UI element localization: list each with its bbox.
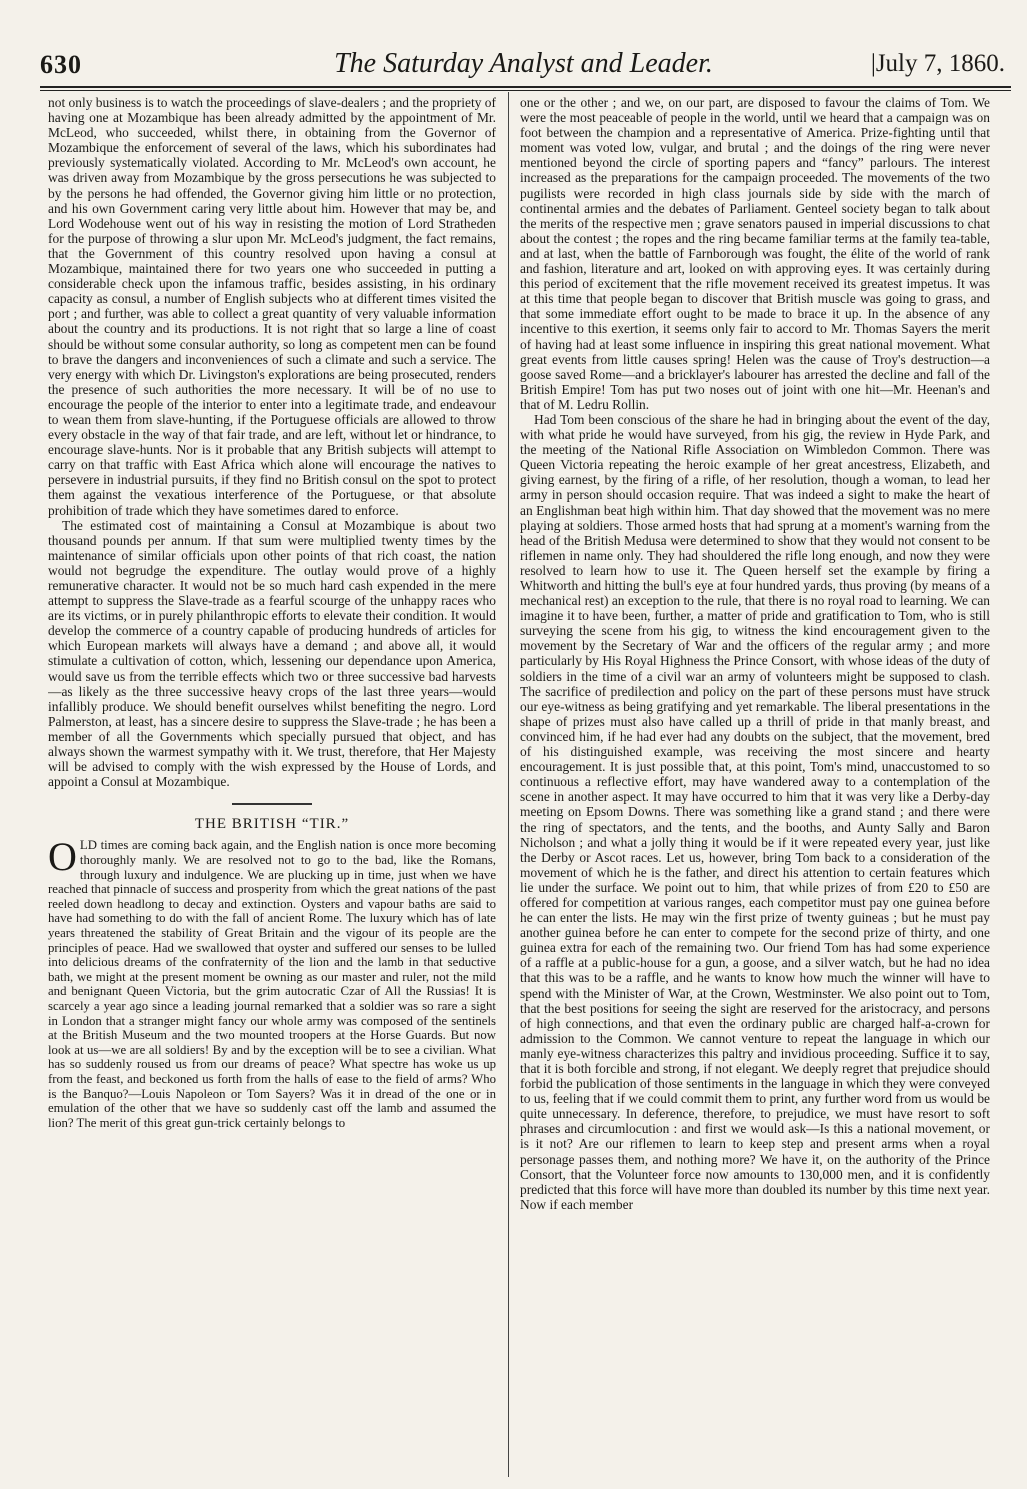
- drop-cap: O: [48, 834, 77, 880]
- page-number: 630: [40, 50, 82, 79]
- article2-right-paragraph-1: one or the other ; and we, on our part, are disposed to favour the claims of Tom. We were the most peaceable of people in the world, until we heard that a campaign was on foot between the champion and a representative of America. Prize-fighting until that moment was voted low, vulgar, and brutal ; and the doings of the ring were never mentioned beyond the circle of sporting papers and “fancy” parlours. The interest increased as the preparations for the campaign proceeded. The movements of the two pugilists were recorded in high class journals side by side with the march of continental armies and the debates of Parliament. Genteel society began to talk about the merits of the respective men ; grave senators paused in imperial discussions to chat about the contest ; the ropes and the ring became familiar terms at the family tea-table, and at last, when the battle of Farnborough was fought, the élite of the world of rank and fashion, literature and art, looked on with approving eyes. It was certainly during this period of excitement that the rifle movement received its greatest impetus. It was at this time that people began to discover that British muscle was going to grass, and that some immediate effort ought to be made to brace it up. In the absence of any incentive to this exertion, it seems only fair to accord to Mr. Thomas Sayers the merit of having had at least some influence in inspiring this great national movement. What great events from little causes spring! Helen was the cause of Troy's destruction—a goose saved Rome—and a bricklayer's labourer has arrested the decline and fall of the British Empire! Tom has put two noses out of joint with one hit—Mr. Heenan's and that of M. Ledru Rollin.: [520, 95, 990, 412]
- section-divider-rule: [232, 803, 312, 805]
- article2-opening: [48, 834, 496, 1130]
- masthead-title: The Saturday Analyst and Leader.: [334, 48, 713, 79]
- issue-date: |July 7, 1860.: [870, 50, 1005, 77]
- article2-right-paragraph-2: Had Tom been conscious of the share he had in bringing about the event of the day, with what pride he would have surveyed, from his gig, the review in Hyde Park, and the meeting of the National Rifle Association on Wimbledon Common. There was Queen Victoria repeating the heroic example of her great ancestress, Elizabeth, and giving earnest, by the firing of a rifle, of her resolution, though a woman, to lead her army in person should occasion require. That was indeed a sight to make the heart of an Englishman beat high within him. That day showed that the movement was no mere playing at soldiers. Those armed hosts that had sprung at a moment's warning from the head of the British Medusa were determined to show that they would not consent to be riflemen in name only. They had shouldered the rifle long enough, and now they were resolved to learn how to use it. The Queen herself set the example by firing a Whitworth and hitting the bull's eye at four hundred yards, thus proving (by means of a mechanical rest) an exception to the rule, that there is no royal road to learning. We can imagine it to have been, further, a matter of pride and gratification to Tom, who is still surveying the scene from his gig, to witness the kind encouragement given to the movement by the Secretary of War and the officers of the regular army ; and more particularly by His Royal Highness the Prince Consort, with whose ideas of the duty of soldiers in the time of a civil war an army of volunteers might be supposed to clash. The sacrifice of predilection and policy on the part of these persons must have struck our eye-witness as being gratifying and yet remarkable. The liberal presentations in the shape of prizes must also have called up a thrill of pride in that manly breast, and convinced him, if he had ever had any doubts on the subject, that the movement, bred of his distinguished example, was receiving the most sincere and hearty encouragement. It is just possible that, at this point, Tom's mind, unaccustomed to so continuous a reflective effort, may have wandered away to a contemplation of the scene in another aspect. It may have occurred to him that it was very like a Derby-day meeting on Epsom Downs. There was something like a grand stand ; and there were the ring of spectators, and the tents, and the booths, and Aunty Sally and Baron Nicholson ; and what a jolly thing it would be if it were repeated every year, just like the Derby or Ascot races. Let us, however, bring Tom back to a consideration of the movement of which he is the father, and direct his attention to certain features which lie under the surface. We point out to him, that while prizes of from £20 to £50 are offered for competition at various ranges, each competitor must pay one guinea before he can enter the lists. He may win the first prize of twenty guineas ; but he must pay another guinea before he can enter to compete for the second prize of thirty, and one guinea extra for each of the remaining two. Our friend Tom has had some experience of a raffle at a public-house for a gun, a goose, and a silver watch, but he had no idea that this was to be a raffle, and he wants to know how much the winner will have to spend with the Minister of War, at the Crown, Westminster. We also point out to Tom, that the best positions for seeing the sight are reserved for the aristocracy, and persons of high connections, and that even the ordinary public are charged half-a-crown for admission to the Common. We cannot venture to repeat the language in which our manly eye-witness characterizes this paltry and invidious proceeding. Suffice it to say, that it is both forcible and strong, if not elegant. We deeply regret that prejudice should forbid the publication of those sentiments in the language in which they were conveyed to us, feeling that if we could commit them to print, any further word from us would be quite unnecessary. In deference, therefore, to prejudice, we must have resort to soft phrases and circumlocution : and first we would ask—Is this a national movement, or is it not? Are our riflemen to learn to keep step and present arms when a royal personage passes them, and nothing more? We have it, on the authority of the Prince Consort, that the Volunteer force now amounts to 130,000 men, and it is confidently predicted that this force will have more than doubled its number by this time next year. Now if each member: [520, 411, 990, 1212]
- left-column: [48, 95, 496, 1480]
- column-divider: [508, 92, 509, 1477]
- article1-paragraph-2: The estimated cost of maintaining a Consul at Mozambique is about two thousand pounds per annum. If that sum were multiplied twenty times by the maintenance of similar officials upon other points of that rich coast, the nation would not begrudge the expenditure. The outlay would prove of a highly remunerative character. It would not be so much hard cash expended in the mere attempt to suppress the Slave-trade as a fearful scourge of the unhappy races who are its victims, or in purely philanthropic efforts to elevate their condition. It would develop the commerce of a country capable of producing hundreds of articles for which European markets will always have a demand ; and above all, it would stimulate a cultivation of cotton, which, lessening our dependance upon America, would save us from the terrible effects which two or three successive bad harvests—as likely as the three successive heavy crops of the last three years—would infallibly produce. We should benefit ourselves whilst benefiting the negro. Lord Palmerston, at least, has a sincere desire to suppress the Slave-trade ; he has been a member of all the Governments which specially pursued that object, and has always shown the warmest sympathy with it. We trust, therefore, that Her Majesty will be advised to comply with the wish expressed by the House of Lords, and appoint a Consul at Mozambique.: [48, 517, 496, 790]
- page-header: [36, 46, 1011, 86]
- article2-title: THE BRITISH “TIR.”: [194, 816, 350, 833]
- right-column: [520, 95, 990, 1480]
- article1-paragraph-1: not only business is to watch the proceedings of slave-dealers ; and the propriety of having one at Mozambique has been already admitted by the appointment of Mr. McLeod, who succeeded, whilst there, in obtaining from the Governor of Mozambique the enforcement of several of the laws, which his subordinates had previously systematically violated. According to Mr. McLeod's own account, he was driven away from Mozambique by the gross persecutions he was subjected to by the persons he had offended, the Governor giving him little or no protection, and his own Government caring very little about him. However that may be, and Lord Wodehouse went out of his way in resisting the motion of Lord Stratheden for the purpose of throwing a slur upon Mr. McLeod's judgment, the fact remains, that the Government of this country resolved upon having a consul at Mozambique, maintained there for two years one who succeeded in putting a considerable check upon the infamous traffic, besides assisting, in his ordinary capacity as consul, a number of English subjects who at different times visited the port ; and further, was able to collect a great quantity of very valuable information about the country and its productions. It is not right that so large a line of coast should be without some consular authority, so long as competent men can be found to brave the dangers and inconveniences of such a climate and such a service. The very energy with which Dr. Livingston's explorations are being prosecuted, renders the presence of such authorities the more necessary. It will be of no use to encourage the people of the interior to enter into a legitimate trade, and endeavour to wean them from slave-hunting, if the Portuguese officials are allowed to throw every obstacle in the way of that fair trade, and are left, without let or hindrance, to encourage slave-hunts. Nor is it probable that any British subjects will attempt to carry on that traffic with East Africa which alone will encourage the natives to persevere in industrial pursuits, if they find no British consul on the spot to protect them against the vexatious interference of the Portuguese, or that absolute prohibition of trade which they have sometimes dared to enforce.: [48, 95, 496, 518]
- article2-left-text: LD times are coming back again, and the English nation is once more becoming thoroughly manly. We are resolved not to go to the bad, like the Romans, through luxury and indulgence. We are plucking up in time, just when we have reached that pinnacle of success and prosperity from which the great nations of the past reeled down headlong to decay and extinction. Oysters and vapour baths are said to have had something to do with the fall of ancient Rome. The luxury which has of late years threatened the stability of Great Britain and the vigour of its people are the principles of peace. Had we swallowed that oyster and suffered our senses to be lulled into delicious dreams of the confraternity of the lion and the lamb in that seductive bath, we might at the present moment be owning as our master and ruler, not the mild and benignant Queen Victoria, but the grim autocratic Czar of All the Russias! It is scarcely a year ago since a leading journal remarked that a soldier was so rare a sight in London that a stranger might fancy our whole army was composed of the sentinels at the British Museum and the two mounted troopers at the Horse Guards. But now look at us—we are all soldiers! By and by the exception will be to see a civilian. What has so suddenly roused us from our dreams of peace? What spectre has woke us up from the feast, and beckoned us forth from the halls of ease to the field of arms? Who is the Banquo?—Louis Napoleon or Tom Sayers? Was it in dread of the one or in emulation of the other that we have so suddenly cast off the lamb and assumed the lion? The merit of this great gun-trick certainly belongs to: [48, 838, 496, 1130]
- header-rule: [40, 86, 1011, 91]
